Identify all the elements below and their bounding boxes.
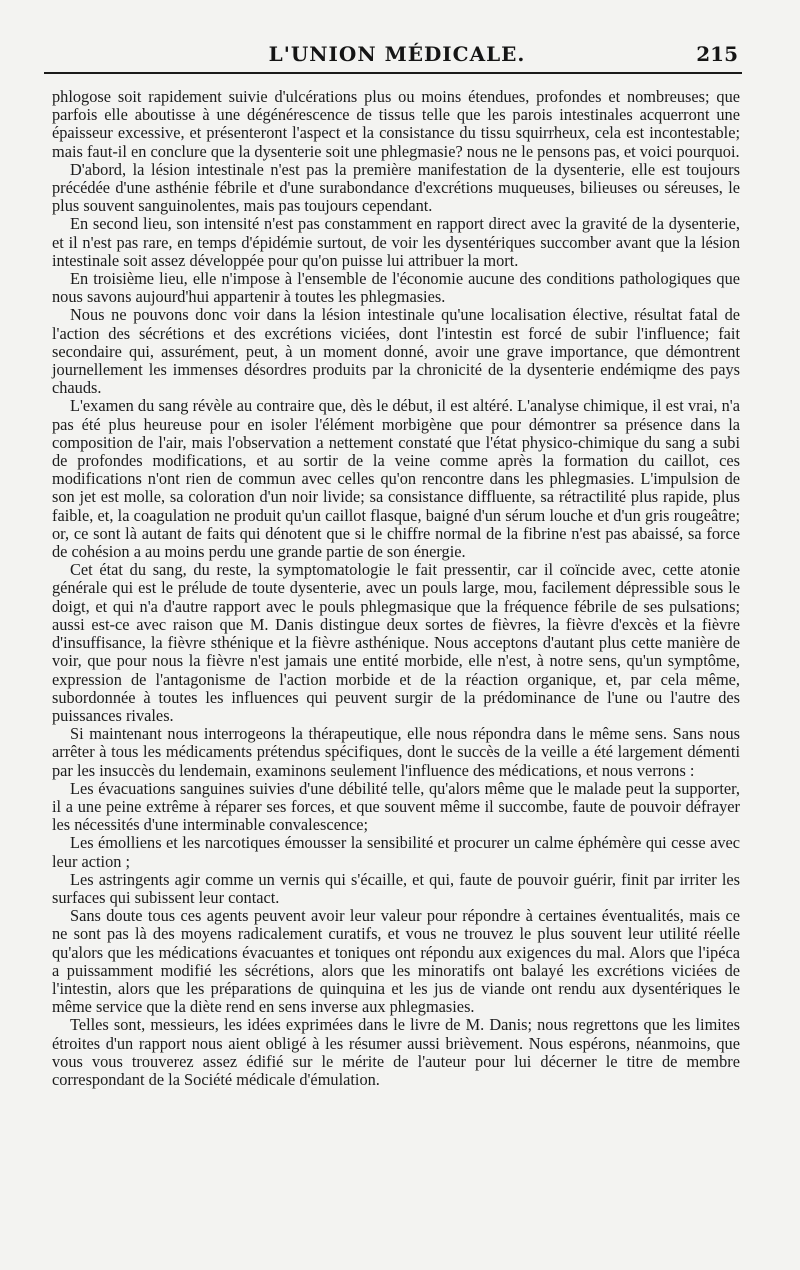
paragraph-7: Cet état du sang, du reste, la symptomatologie le fait pressentir, car il coïncide avec, cette atonie générale qui est le prélude de toute dysenterie, avec un pouls large, mou, facilement dépressible sous le doigt, et qui n'a d'autre rapport avec le pouls phlegmasique que la fréquence fébrile de ses pulsations; aussi est-ce avec raison que M. Danis distingue deux sortes de fièvres, la fièvre d'excès et la fièvre d'insuffisance, la fièvre sthénique et la fièvre asthénique. Nous acceptons d'autant plus cette manière de voir, que pour nous la fièvre n'est jamais une entité morbide, elle n'est, à notre sens, qu'un symptôme, expression de l'antagonisme de l'action morbide et de la réaction organique, et, par cela même, subordonnée à toutes les influences qui peuvent surgir de la prédominance de l'une ou l'autre des puissances rivales. — [52, 560, 740, 725]
paragraph-3: En second lieu, son intensité n'est pas constamment en rapport direct avec la gravité de la dysenterie, et il n'est pas rare, en temps d'épidémie surtout, de voir les dysentériques succomber avant que la lésion intestinale soit assez développée pour qu'on puisse lui attribuer la mort. — [52, 214, 740, 270]
paragraph-1: phlogose soit rapidement suivie d'ulcérations plus ou moins étendues, profondes et nombreuses; que parfois elle aboutisse à une dégénérescence de tissus telle que les parois intestinales acquerront une épaisseur excessive, et présenteront l'aspect et la consistance du tissu squirrheux, cela est incontestable; mais faut-il en conclure que la dysenterie soit une phlegmasie? nous ne le pensons pas, et voici pourquoi. — [52, 87, 740, 161]
paragraph-11: Les astringents agir comme un vernis qui s'écaille, et qui, faute de pouvoir guérir, finit par irriter les surfaces qui subissent leur contact. — [52, 869, 740, 907]
paragraph-12: Sans doute tous ces agents peuvent avoir leur valeur pour répondre à certaines éventualités, mais ce ne sont pas là des moyens radicalement curatifs, et vous ne trouvez le plus souvent leur utilité réelle qu'alors que les médications évacuantes et toniques ont répondu aux exigences du mal. Alors que l'ipéca a puissamment modifié les sécrétions, alors que les minoratifs ont balayé les excrétions viciées de l'intestin, alors que les préparations de quinquina et les jus de viande ont rendu aux dysentériques le même service que la diète rend en sens inverse aux phlegmasies. — [52, 906, 740, 1017]
paragraph-6: L'examen du sang révèle au contraire que, dès le début, il est altéré. L'analyse chimique, il est vrai, n'a pas été plus heureuse pour en isoler l'élément morbigène que pour démontrer sa présence dans la composition de l'air, mais l'observation a nettement constaté que l'état physico-chimique du sang a subi de profondes modifications, et au sortir de la veine comme après la formation du caillot, ces modifications n'ont rien de commun avec celles qu'on rencontre dans les phlegmasies. L'impulsion de son jet est molle, sa coloration d'un noir livide; sa consistance diffluente, sa rétractilité plus rapide, plus faible, et, la coagulation ne produit qu'un caillot flasque, baigné d'un sérum louche et d'un gris rougeâtre; or, ce sont là autant de faits qui dénotent que si le chiffre normal de la fibrine n'est pas abaissé, sa force de cohésion a au moins perdu une grande partie de son énergie. — [52, 396, 740, 562]
paragraph-2: D'abord, la lésion intestinale n'est pas la première manifestation de la dysenterie, elle est toujours précédée d'une asthénie fébrile et d'une surabondance d'excrétions muqueuses, bilieuses ou séreuses, le plus souvent sanguinolentes, mais pas toujours cependant. — [52, 159, 740, 216]
running-title: L'UNION MÉDICALE. — [268, 42, 526, 66]
paragraph-5: Nous ne pouvons donc voir dans la lésion intestinale qu'une localisation élective, résultat fatal de l'action des sécrétions et des excrétions viciées, dont l'intestin est forcé de subir l'influence; fait secondaire qui, assurément, peut, à un moment donné, avoir une grave importance, que démontrent journellement les immenses désordres produits par la chronicité de la dysenterie endémiqme des pays chauds. — [52, 305, 740, 398]
article-body — [52, 88, 740, 1089]
page-number: 215 — [696, 42, 738, 66]
paragraph-8: Si maintenant nous interrogeons la thérapeutique, elle nous répondra dans le même sens. Sans nous arrêter à tous les médicaments prétendus spécifiques, dont le succès de la veille a été largement démenti par les insuccès du lendemain, examinons seulement l'influence des médications, et nous verrons : — [52, 724, 740, 780]
paragraph-10: Les émolliens et les narcotiques émousser la sensibilité et procurer un calme éphémère qui cesse avec leur action ; — [52, 833, 740, 871]
paragraph-4: En troisième lieu, elle n'impose à l'ensemble de l'économie aucune des conditions pathologiques que nous savons aujourd'hui appartenir à toutes les phlegmasies. — [52, 269, 740, 307]
paragraph-13: Telles sont, messieurs, les idées exprimées dans le livre de M. Danis; nous regrettons que les limites étroites d'un rapport nous aient obligé à les résumer aussi brièvement. Nous espérons, néanmoins, que vous vous trouverez assez édifié sur le mérite de l'auteur pour lui décerner le titre de membre correspondant de la Société médicale d'émulation. — [52, 1015, 740, 1089]
paragraph-9: Les évacuations sanguines suivies d'une débilité telle, qu'alors même que le malade peut la supporter, il a une peine extrême à réparer ses forces, et que souvent même il succombe, faute de pouvoir défrayer les nécessités d'une interminable convalescence; — [52, 778, 740, 835]
page-header — [52, 38, 742, 72]
header-rule — [44, 72, 742, 74]
